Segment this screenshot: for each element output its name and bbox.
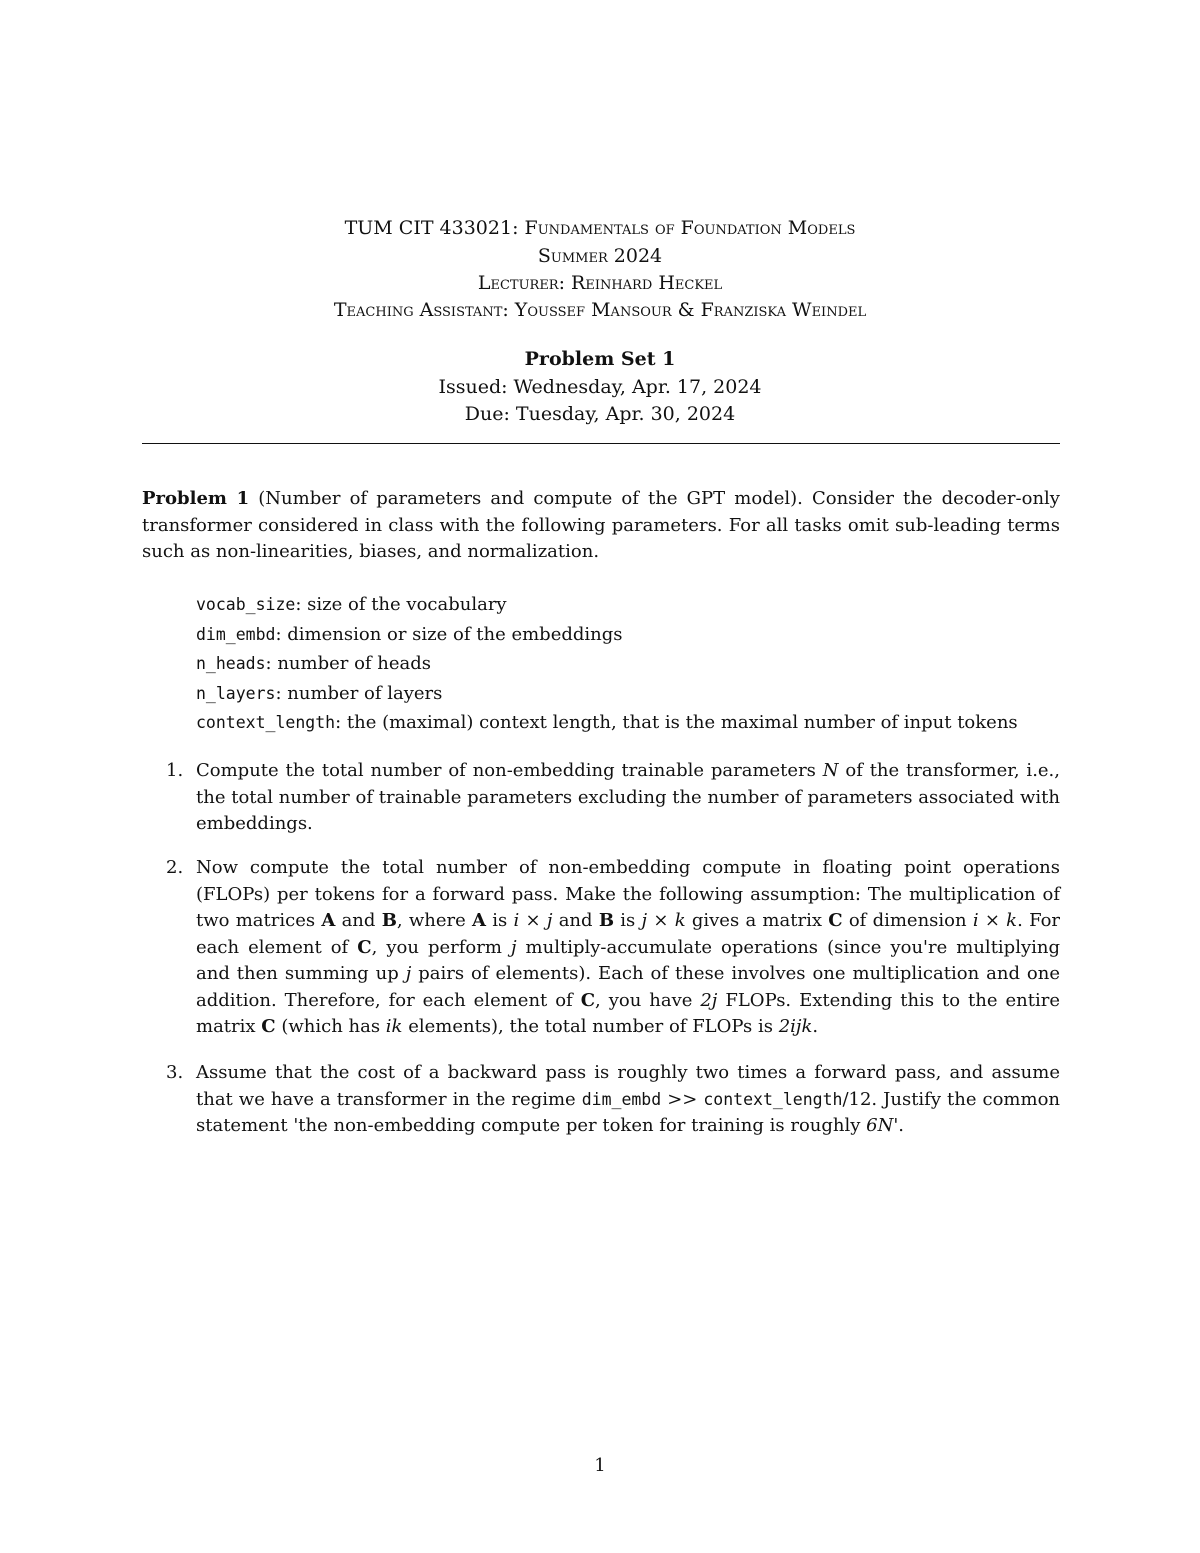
text: , you have <box>595 989 701 1011</box>
text: '. <box>893 1115 905 1136</box>
text: and <box>335 910 382 931</box>
problem-label: Problem 1 <box>142 488 250 509</box>
issued-date: Issued: Wednesday, Apr. 17, 2024 <box>438 376 762 398</box>
task-1-text <box>196 758 1060 838</box>
text: FLOPs. Extending this to the entire matrix <box>196 989 1060 1037</box>
text: , you perform <box>371 936 511 958</box>
text: >> <box>661 1088 704 1110</box>
text: (which has <box>275 1016 386 1037</box>
task-number: 2. <box>166 857 184 878</box>
definition-vocab-size <box>196 590 1076 620</box>
problem-subtitle: (Number of parameters and compute of the GPT model). <box>258 488 803 509</box>
course-title: TUM CIT 433021: Fundamentals of Foundation Models <box>344 217 856 239</box>
task-number: 1. <box>166 760 184 781</box>
task-2-text <box>196 855 1060 1041</box>
definition-term: dim_embd <box>196 624 276 644</box>
problem-set-title: Problem Set 1 <box>524 348 676 370</box>
text: gives a matrix <box>685 910 829 931</box>
math-matrix: C <box>261 1016 276 1037</box>
math-expr: i × k <box>972 910 1018 931</box>
teaching-assistants: Teaching Assistant: Youssef Mansour & Franziska Weindel <box>333 299 867 321</box>
text: of the transformer, i.e., the total number of trainable parameters excluding the number of parameters associated with embeddings. <box>196 760 1061 834</box>
math-expr: 6N <box>866 1115 894 1136</box>
text: is <box>614 910 642 931</box>
text: and <box>552 910 599 931</box>
math-expr: i × j <box>513 910 553 931</box>
text: /12. Justify the common statement 'the non-embedding compute per token for training is roughly <box>196 1088 1060 1136</box>
definition-desc: : size of the vocabulary <box>295 594 507 615</box>
code-term: dim_embd <box>581 1089 662 1109</box>
math-expr: j × k <box>641 910 686 931</box>
math-var: j <box>405 963 412 984</box>
definition-dim-embd <box>196 620 1076 650</box>
math-matrix: C <box>828 910 843 931</box>
math-matrix: A <box>472 910 487 931</box>
text: . For each element of <box>196 910 1061 958</box>
text: , where <box>396 910 473 931</box>
text: elements), the total number of FLOPs is <box>402 1016 779 1037</box>
math-matrix: B <box>598 910 615 931</box>
definition-term: n_layers <box>196 683 276 703</box>
code-term: context_length <box>703 1089 843 1109</box>
header-divider <box>142 443 1060 444</box>
text: . <box>812 1016 819 1037</box>
task-number: 3. <box>166 1062 184 1083</box>
definition-n-heads <box>196 649 1076 679</box>
text: Compute the total number of non-embedding trainable parameters <box>196 760 823 781</box>
text: Now compute the total number of non-embedding compute in floating point operations (FLOPs) per tokens for a forward pass. Make the following assumption: The multiplication of two matrices <box>196 857 1060 931</box>
math-matrix: B <box>381 910 397 931</box>
definition-desc: : number of layers <box>275 682 443 704</box>
definition-term: context_length <box>196 713 336 732</box>
page-number: 1 <box>594 1455 606 1476</box>
definition-desc: : number of heads <box>265 653 432 674</box>
text: multiply-accumulate operations (since you're multiplying and then summing up <box>196 936 1060 984</box>
math-expr: 2j <box>700 989 718 1011</box>
term: Summer 2024 <box>537 245 663 267</box>
math-matrix: C <box>357 936 372 958</box>
math-var: N <box>822 760 839 781</box>
math-var: j <box>510 936 517 958</box>
math-expr: 2ijk <box>778 1016 813 1037</box>
math-matrix: A <box>321 910 336 931</box>
problem-intro-text: Consider the decoder-only transformer considered in class with the following parameters. For all tasks omit sub-leading terms such as non-linearities, biases, and normalization. <box>142 488 1060 562</box>
text: pairs of elements). Each of these involves one multiplication and one addition. Therefore, for each element of <box>196 963 1061 1011</box>
definition-n-layers <box>196 679 1076 709</box>
definition-desc: : the (maximal) context length, that is the maximal number of input tokens <box>335 712 1018 733</box>
definition-term: n_heads <box>196 654 266 673</box>
problem-intro <box>142 486 1060 566</box>
definition-desc: : dimension or size of the embeddings <box>275 623 623 645</box>
definition-context-length <box>196 708 1076 738</box>
math-matrix: C <box>580 989 596 1011</box>
text: is <box>486 910 514 931</box>
parameter-definitions <box>196 590 1076 738</box>
task-3-text <box>196 1060 1060 1140</box>
due-date: Due: Tuesday, Apr. 30, 2024 <box>464 403 736 425</box>
math-expr: ik <box>385 1016 403 1037</box>
text: of dimension <box>842 910 973 931</box>
definition-term: vocab_size <box>196 595 296 614</box>
text: Assume that the cost of a backward pass is roughly two times a forward pass, and assume that we have a transformer in the regime <box>196 1062 1060 1110</box>
lecturer: Lecturer: Reinhard Heckel <box>477 272 723 294</box>
